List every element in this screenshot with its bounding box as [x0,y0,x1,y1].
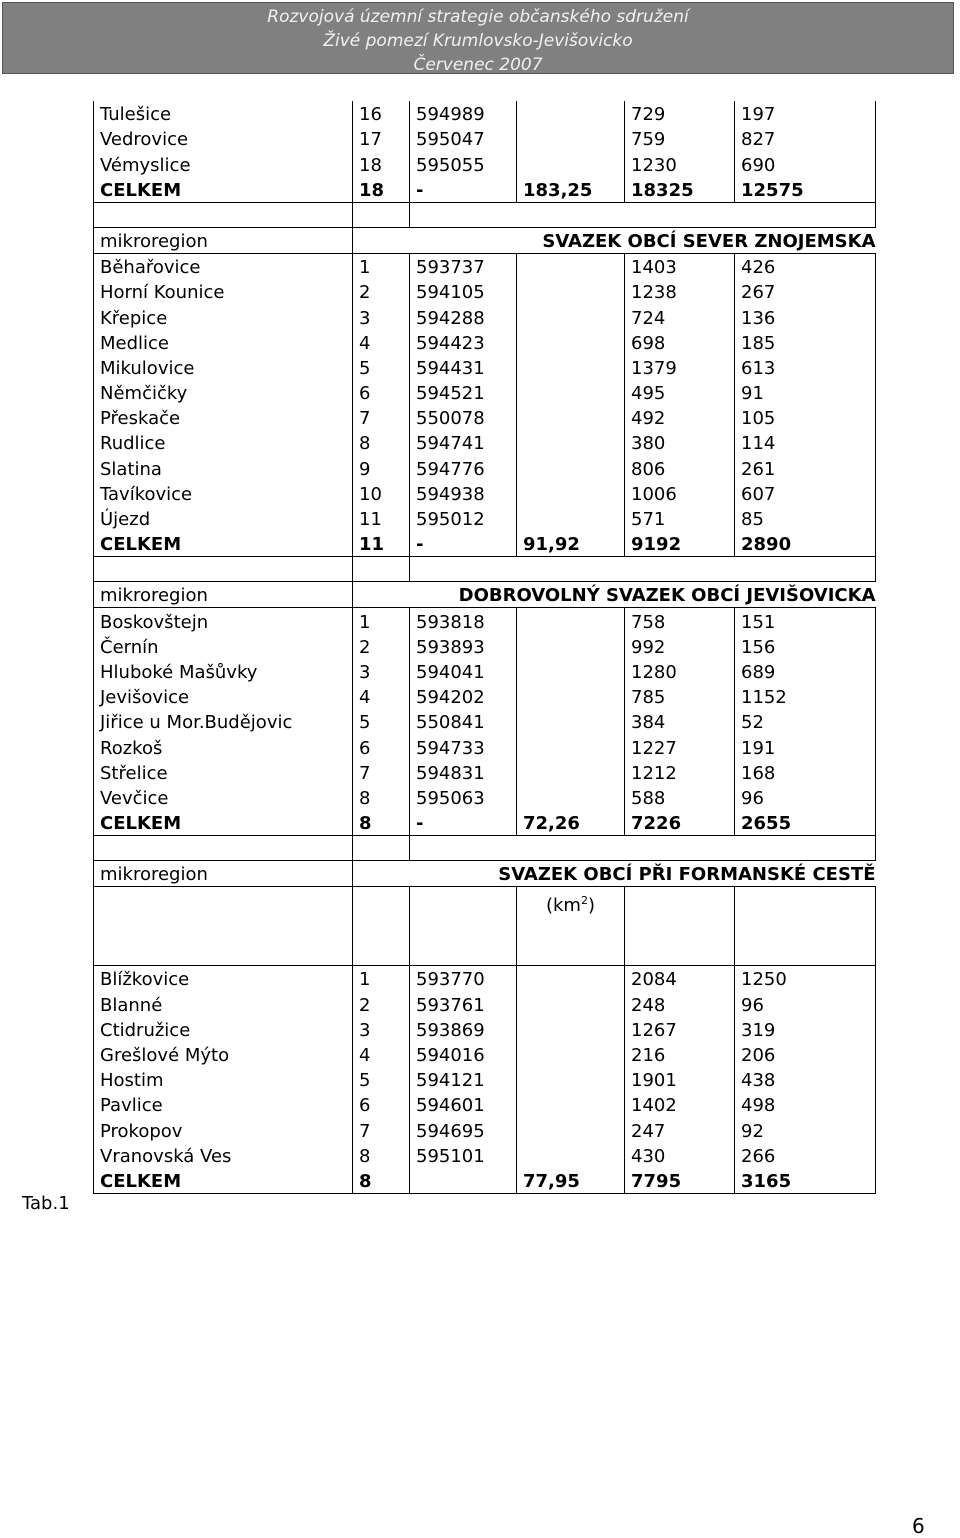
row-km-cell [517,405,625,430]
row-code-cell: 594695 [410,1117,517,1142]
row-code-cell: 593818 [410,608,517,634]
row-km-cell [517,634,625,659]
row-code-cell: 550841 [410,709,517,734]
row-name-cell: Vémyslice [94,151,353,176]
table-row [94,1143,876,1168]
row-ha-cell: 1267 [625,1017,735,1042]
row-code-cell: 594989 [410,101,517,126]
total-km-cell: 183,25 [517,177,625,203]
row-km-cell [517,1117,625,1142]
microregion-label: mikroregion [94,861,353,887]
row-km-cell [517,1092,625,1117]
row-code-cell: 594521 [410,380,517,405]
row-ha-cell: 492 [625,405,735,430]
row-name-cell: Jevišovice [94,684,353,709]
row-pop-cell: 105 [735,405,876,430]
table-row [94,405,876,430]
table-row [94,101,876,126]
row-pop-cell: 438 [735,1067,876,1092]
table-row [94,734,876,759]
row-ha-cell: 588 [625,785,735,810]
row-km-cell [517,330,625,355]
total-no-cell: 18 [353,177,410,203]
row-no-cell: 6 [353,1092,410,1117]
total-km-cell: 77,95 [517,1168,625,1194]
row-name-cell: Boskovštejn [94,608,353,634]
row-code-cell: 594733 [410,734,517,759]
row-pop-cell: 136 [735,304,876,329]
row-name-cell: Prokopov [94,1117,353,1142]
table-row [94,1042,876,1067]
municipalities-table-body [94,101,876,1193]
row-code-cell: 595047 [410,126,517,151]
row-no-cell: 4 [353,684,410,709]
row-code-cell: 595063 [410,785,517,810]
spacer-cell [517,557,625,582]
row-no-cell: 9 [353,455,410,480]
row-km-cell [517,304,625,329]
row-no-cell: 16 [353,101,410,126]
table-row [94,455,876,480]
row-name-cell: Tulešice [94,101,353,126]
row-km-cell [517,1042,625,1067]
total-pop-cell: 3165 [735,1168,876,1194]
row-pop-cell: 96 [735,785,876,810]
table-row [94,279,876,304]
row-code-cell: 594601 [410,1092,517,1117]
microregion-header-row [94,582,876,608]
microregion-title: SVAZEK OBCÍ PŘI FORMANSKÉ CESTĚ [353,861,876,887]
row-ha-cell: 1227 [625,734,735,759]
total-km-cell: 72,26 [517,810,625,836]
row-km-cell [517,734,625,759]
row-name-cell: Hluboké Mašůvky [94,659,353,684]
row-ha-cell: 248 [625,991,735,1016]
microregion-label: mikroregion [94,582,353,608]
row-code-cell: 550078 [410,405,517,430]
row-name-cell: Tavíkovice [94,481,353,506]
row-name-cell: Přeskače [94,405,353,430]
spacer-cell [625,202,735,227]
row-name-cell: Křepice [94,304,353,329]
total-km-cell: 91,92 [517,531,625,557]
table-row [94,151,876,176]
table-row [94,430,876,455]
row-km-cell [517,101,625,126]
row-ha-cell: 992 [625,634,735,659]
row-km-cell [517,608,625,634]
row-no-cell: 6 [353,380,410,405]
row-no-cell: 3 [353,1017,410,1042]
table-row [94,481,876,506]
header-line-2: Živé pomezí Krumlovsko-Jevišovicko [323,31,633,51]
total-no-cell: 8 [353,1168,410,1194]
table-row [94,659,876,684]
spacer-cell [410,836,517,861]
table-label: Tab.1 [22,1193,70,1214]
row-ha-cell: 806 [625,455,735,480]
row-no-cell: 10 [353,481,410,506]
total-name-cell: CELKEM [94,177,353,203]
row-ha-cell: 1280 [625,659,735,684]
row-code-cell: 594202 [410,684,517,709]
row-name-cell: Mikulovice [94,355,353,380]
row-pop-cell: 607 [735,481,876,506]
total-code-cell: - [410,177,517,203]
municipalities-table [93,101,876,1194]
row-code-cell: 594041 [410,659,517,684]
row-km-cell [517,1143,625,1168]
row-no-cell: 6 [353,734,410,759]
spacer-cell [410,202,517,227]
spacer-cell [353,557,410,582]
row-code-cell: 593770 [410,966,517,992]
header-number [353,887,410,966]
total-ha-cell: 7795 [625,1168,735,1194]
row-name-cell: Vedrovice [94,126,353,151]
spacer-cell [94,202,353,227]
row-ha-cell: 380 [625,430,735,455]
row-km-cell [517,684,625,709]
row-code-cell: 595101 [410,1143,517,1168]
total-name-cell: CELKEM [94,810,353,836]
row-pop-cell: 197 [735,101,876,126]
row-no-cell: 17 [353,126,410,151]
row-ha-cell: 2084 [625,966,735,992]
row-km-cell [517,481,625,506]
table-row [94,1067,876,1092]
total-row [94,177,876,203]
row-name-cell: Ctidružice [94,1017,353,1042]
row-code-cell: 593869 [410,1017,517,1042]
row-code-cell: 594431 [410,355,517,380]
table-row [94,785,876,810]
row-pop-cell: 690 [735,151,876,176]
row-name-cell: Medlice [94,330,353,355]
total-no-cell: 8 [353,810,410,836]
total-no-cell: 11 [353,531,410,557]
spacer-row [94,836,876,861]
header-area-km-line-2 [517,889,624,918]
spacer-cell [735,557,876,582]
spacer-cell [94,557,353,582]
row-ha-cell: 698 [625,330,735,355]
row-km-cell [517,430,625,455]
row-name-cell: Černín [94,634,353,659]
table-row [94,634,876,659]
row-name-cell: Vevčice [94,785,353,810]
row-km-cell [517,659,625,684]
row-name-cell: Běhařovice [94,253,353,279]
row-no-cell: 1 [353,608,410,634]
row-code-cell: 594776 [410,455,517,480]
row-code-cell: 594741 [410,430,517,455]
row-name-cell: Rozkoš [94,734,353,759]
row-code-cell: 593893 [410,634,517,659]
row-pop-cell: 114 [735,430,876,455]
total-row [94,531,876,557]
row-name-cell: Vranovská Ves [94,1143,353,1168]
table-row [94,330,876,355]
row-km-cell [517,279,625,304]
spacer-cell [94,836,353,861]
row-code-cell: 594016 [410,1042,517,1067]
spacer-cell [735,836,876,861]
row-name-cell: Blanné [94,991,353,1016]
row-pop-cell: 689 [735,659,876,684]
row-km-cell [517,253,625,279]
total-code-cell [410,1168,517,1194]
row-pop-cell: 52 [735,709,876,734]
row-ha-cell: 1238 [625,279,735,304]
total-code-cell: - [410,810,517,836]
row-pop-cell: 1152 [735,684,876,709]
row-km-cell [517,966,625,992]
row-ha-cell: 430 [625,1143,735,1168]
row-pop-cell: 156 [735,634,876,659]
row-name-cell: Rudlice [94,430,353,455]
row-ha-cell: 729 [625,101,735,126]
row-no-cell: 2 [353,279,410,304]
table-row [94,709,876,734]
unit-superscript: 2 [580,894,588,908]
row-ha-cell: 384 [625,709,735,734]
unit-close: ) [587,895,595,917]
row-no-cell: 5 [353,355,410,380]
row-code-cell: 593737 [410,253,517,279]
row-pop-cell: 613 [735,355,876,380]
row-name-cell: Horní Kounice [94,279,353,304]
row-km-cell [517,506,625,531]
table-row [94,380,876,405]
row-name-cell: Blížkovice [94,966,353,992]
row-km-cell [517,151,625,176]
spacer-cell [625,557,735,582]
row-ha-cell: 495 [625,380,735,405]
row-ha-cell: 758 [625,608,735,634]
row-pop-cell: 206 [735,1042,876,1067]
spacer-cell [735,202,876,227]
row-no-cell: 8 [353,1143,410,1168]
header-line-3: Červenec 2007 [413,55,543,75]
row-ha-cell: 759 [625,126,735,151]
row-ha-cell: 216 [625,1042,735,1067]
row-code-cell: 595055 [410,151,517,176]
total-row [94,810,876,836]
row-code-cell: 594105 [410,279,517,304]
spacer-cell [353,202,410,227]
unit-text: (km [545,895,581,917]
header-code [410,887,517,966]
row-km-cell [517,709,625,734]
row-km-cell [517,991,625,1016]
header-line-1: Rozvojová územní strategie občanského sdružení [267,7,689,27]
total-code-cell: - [410,531,517,557]
header-obec [94,887,353,966]
table-row [94,253,876,279]
table-row [94,355,876,380]
total-pop-cell: 2655 [735,810,876,836]
row-no-cell: 5 [353,1067,410,1092]
row-km-cell [517,455,625,480]
table-row [94,966,876,992]
row-pop-cell: 319 [735,1017,876,1042]
row-ha-cell: 724 [625,304,735,329]
header-population [735,887,876,966]
row-no-cell: 7 [353,1117,410,1142]
spacer-row [94,557,876,582]
row-name-cell: Slatina [94,455,353,480]
row-no-cell: 11 [353,506,410,531]
row-pop-cell: 151 [735,608,876,634]
row-no-cell: 4 [353,1042,410,1067]
row-ha-cell: 1230 [625,151,735,176]
row-no-cell: 2 [353,634,410,659]
row-ha-cell: 1402 [625,1092,735,1117]
row-ha-cell: 785 [625,684,735,709]
spacer-cell [517,202,625,227]
row-pop-cell: 266 [735,1143,876,1168]
row-no-cell: 8 [353,785,410,810]
document-header-banner [2,2,954,74]
table-row [94,1117,876,1142]
header-area-ha [625,887,735,966]
row-code-cell: 594288 [410,304,517,329]
spacer-cell [625,836,735,861]
table-row [94,760,876,785]
microregion-header-row [94,227,876,253]
table-row [94,684,876,709]
row-no-cell: 1 [353,966,410,992]
row-km-cell [517,760,625,785]
row-name-cell: Němčičky [94,380,353,405]
total-name-cell: CELKEM [94,531,353,557]
row-ha-cell: 1901 [625,1067,735,1092]
row-name-cell: Pavlice [94,1092,353,1117]
row-ha-cell: 1379 [625,355,735,380]
row-ha-cell: 1212 [625,760,735,785]
table-row [94,126,876,151]
table-row [94,1092,876,1117]
row-code-cell: 593761 [410,991,517,1016]
spacer-cell [410,557,517,582]
row-no-cell: 3 [353,659,410,684]
row-pop-cell: 85 [735,506,876,531]
table-row [94,304,876,329]
row-no-cell: 3 [353,304,410,329]
row-code-cell: 594938 [410,481,517,506]
table-row [94,1017,876,1042]
row-km-cell [517,1067,625,1092]
microregion-header-row [94,861,876,887]
row-pop-cell: 498 [735,1092,876,1117]
row-pop-cell: 91 [735,380,876,405]
row-code-cell: 595012 [410,506,517,531]
total-ha-cell: 9192 [625,531,735,557]
table-row [94,506,876,531]
row-name-cell: Újezd [94,506,353,531]
total-pop-cell: 2890 [735,531,876,557]
row-no-cell: 2 [353,991,410,1016]
row-code-cell: 594831 [410,760,517,785]
spacer-row [94,202,876,227]
total-ha-cell: 7226 [625,810,735,836]
row-pop-cell: 185 [735,330,876,355]
row-km-cell [517,1017,625,1042]
row-pop-cell: 168 [735,760,876,785]
row-km-cell [517,785,625,810]
row-no-cell: 7 [353,760,410,785]
microregion-title: DOBROVOLNÝ SVAZEK OBCÍ JEVIŠOVICKA [353,582,876,608]
row-ha-cell: 1403 [625,253,735,279]
row-pop-cell: 267 [735,279,876,304]
row-no-cell: 7 [353,405,410,430]
total-pop-cell: 12575 [735,177,876,203]
row-ha-cell: 1006 [625,481,735,506]
row-pop-cell: 191 [735,734,876,759]
table-row [94,991,876,1016]
row-pop-cell: 426 [735,253,876,279]
row-pop-cell: 96 [735,991,876,1016]
microregion-title: SVAZEK OBCÍ SEVER ZNOJEMSKA [353,227,876,253]
microregion-label: mikroregion [94,227,353,253]
row-no-cell: 18 [353,151,410,176]
row-no-cell: 1 [353,253,410,279]
row-no-cell: 4 [353,330,410,355]
page-number: 6 [912,1514,925,1538]
total-name-cell: CELKEM [94,1168,353,1194]
row-km-cell [517,380,625,405]
row-no-cell: 8 [353,430,410,455]
row-name-cell: Hostim [94,1067,353,1092]
spacer-cell [353,836,410,861]
row-code-cell: 594423 [410,330,517,355]
row-pop-cell: 827 [735,126,876,151]
row-ha-cell: 247 [625,1117,735,1142]
table-row [94,608,876,634]
row-name-cell: Střelice [94,760,353,785]
row-code-cell: 594121 [410,1067,517,1092]
row-no-cell: 5 [353,709,410,734]
row-pop-cell: 261 [735,455,876,480]
row-pop-cell: 1250 [735,966,876,992]
row-km-cell [517,355,625,380]
total-row [94,1168,876,1194]
spacer-cell [517,836,625,861]
row-name-cell: Grešlové Mýto [94,1042,353,1067]
header-area-km [517,887,625,966]
row-pop-cell: 92 [735,1117,876,1142]
total-ha-cell: 18325 [625,177,735,203]
row-name-cell: Jiřice u Mor.Budějovic [94,709,353,734]
column-header-row [94,887,876,966]
row-km-cell [517,126,625,151]
row-ha-cell: 571 [625,506,735,531]
